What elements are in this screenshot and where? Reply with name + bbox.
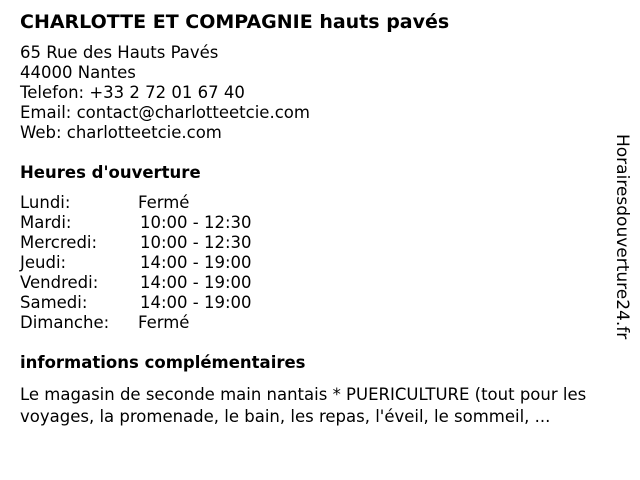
day-label: Jeudi: — [20, 253, 67, 272]
contact-block — [20, 43, 310, 143]
time-value: Fermé — [138, 313, 190, 332]
email-line: Email: contact@charlotteetcie.com — [20, 103, 310, 122]
description-line: Le magasin de seconde main nantais * PUERICULTURE (tout pour les — [20, 385, 587, 404]
day-label: Mardi: — [20, 213, 72, 232]
shop-title: CHARLOTTE ET COMPAGNIE hauts pavés — [20, 11, 450, 33]
time-value: 10:00 - 12:30 — [140, 213, 252, 232]
site-watermark: Horairesdouverture24.fr — [612, 134, 632, 340]
info-heading: informations complémentaires — [20, 353, 306, 372]
day-label: Vendredi: — [20, 273, 99, 292]
description — [20, 384, 630, 428]
time-value: 14:00 - 19:00 — [140, 273, 252, 292]
web-line: Web: charlotteetcie.com — [20, 123, 222, 142]
description-line: voyages, la promenade, le bain, les repas, l'éveil, le sommeil, ... — [20, 407, 551, 426]
time-value: 14:00 - 19:00 — [140, 253, 252, 272]
day-label: Lundi: — [20, 193, 71, 212]
day-label: Samedi: — [20, 293, 88, 312]
street-address: 65 Rue des Hauts Pavés — [20, 43, 219, 62]
time-value: Fermé — [138, 193, 190, 212]
day-label: Mercredi: — [20, 233, 98, 252]
time-value: 10:00 - 12:30 — [140, 233, 252, 252]
phone-line: Telefon: +33 2 72 01 67 40 — [20, 83, 245, 102]
city-address: 44000 Nantes — [20, 63, 136, 82]
day-label: Dimanche: — [20, 313, 110, 332]
hours-heading: Heures d'ouverture — [20, 163, 201, 182]
time-value: 14:00 - 19:00 — [140, 293, 252, 312]
